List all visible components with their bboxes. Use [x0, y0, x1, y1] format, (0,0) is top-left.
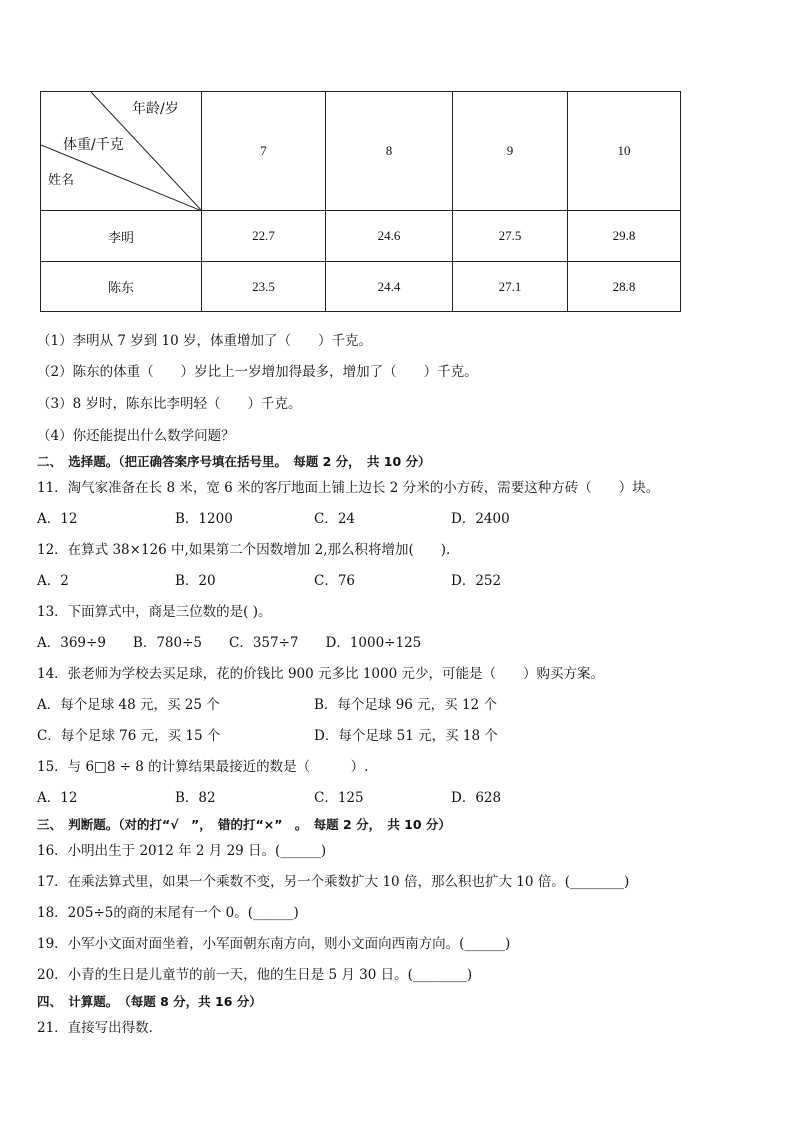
- table-cell: 27.5: [453, 211, 568, 262]
- age-axis-label: 年龄/岁: [132, 101, 179, 117]
- weight-axis-label: 体重/千克: [63, 137, 124, 153]
- table-cell: 27.1: [453, 262, 568, 312]
- age-header: 10: [568, 92, 681, 211]
- table-row: [41, 211, 681, 262]
- section-heading: 三、 判断题。（对的打“√ ”， 错的打“×” 。 每题 2 分， 共 10 分）: [37, 817, 451, 832]
- option-d: D．2400: [451, 511, 510, 527]
- judge-question: 16．小明出生于 2012 年 2 月 29 日。(______): [37, 843, 327, 859]
- option-a: A．每个足球 48 元，买 25 个: [37, 697, 220, 713]
- table-cell: 22.7: [202, 211, 326, 262]
- table-cell: 29.8: [568, 211, 681, 262]
- option-a: A．2: [37, 573, 69, 589]
- age-header: 8: [326, 92, 453, 211]
- option-d: D．628: [451, 790, 502, 806]
- question-stem: 21．直接写出得数．: [37, 1020, 163, 1036]
- table-cell: 24.4: [326, 262, 453, 312]
- option-b: B．82: [175, 790, 216, 806]
- question-stem: 13．下面算式中，商是三位数的是( )。: [37, 604, 272, 620]
- option-b: B．每个足球 96 元，买 12 个: [314, 697, 497, 713]
- row-name: 李明: [41, 211, 202, 262]
- table-row: [41, 262, 681, 312]
- option-d: D．252: [451, 573, 502, 589]
- option-b: B．20: [175, 573, 216, 589]
- age-header: 7: [202, 92, 326, 211]
- sub-question-2: （2）陈东的体重（ ）岁比上一岁增加得最多，增加了（ ）千克。: [37, 364, 478, 380]
- table-cell: 23.5: [202, 262, 326, 312]
- weight-table: [40, 91, 681, 312]
- row-name: 陈东: [41, 262, 202, 312]
- options-line: A．369÷9 B．780÷5 C．357÷7 D．1000÷125: [37, 635, 422, 651]
- question-stem: 12．在算式 38×126 中,如果第二个因数增加 2,那么积将增加( ).: [37, 542, 451, 558]
- sub-question-3: （3）8 岁时，陈东比李明轻（ ）千克。: [37, 396, 302, 412]
- question-stem: 15．与 6□8 ÷ 8 的计算结果最接近的数是（ ）.: [37, 759, 369, 775]
- option-b: B．1200: [175, 511, 233, 527]
- judge-question: 17．在乘法算式里，如果一个乘数不变，另一个乘数扩大 10 倍，那么积也扩大 10 倍。(________): [37, 874, 630, 890]
- option-a: A．12: [37, 790, 78, 806]
- judge-question: 18．205÷5的商的末尾有一个 0。(______): [37, 905, 299, 921]
- option-d: D．每个足球 51 元，买 18 个: [314, 728, 498, 744]
- name-axis-label: 姓名: [48, 173, 75, 188]
- table-cell: 24.6: [326, 211, 453, 262]
- option-c: C．24: [314, 511, 356, 527]
- question-stem: 14．张老师为学校去买足球，花的价钱比 900 元多比 1000 元少，可能是（ ）购买方案。: [37, 666, 604, 682]
- section-heading: 二、 选择题。（把正确答案序号填在括号里。 每题 2 分， 共 10 分）: [37, 454, 431, 469]
- table-cell: 28.8: [568, 262, 681, 312]
- option-a: A．12: [37, 511, 78, 527]
- question-stem: 11．淘气家准备在长 8 米，宽 6 米的客厅地面上铺上边长 2 分米的小方砖，需要这种方砖（ ）块。: [37, 480, 660, 496]
- table-header-row: [41, 92, 681, 211]
- option-c: C．125: [314, 790, 364, 806]
- judge-question: 19．小军小文面对面坐着，小军面朝东南方向，则小文面向西南方向。(______): [37, 936, 511, 952]
- judge-question: 20．小青的生日是儿童节的前一天，他的生日是 5 月 30 日。(________): [37, 967, 473, 983]
- age-header: 9: [453, 92, 568, 211]
- option-c: C．每个足球 76 元，买 15 个: [37, 728, 221, 744]
- section-heading: 四、 计算题。 （每题 8 分，共 16 分）: [37, 994, 262, 1009]
- option-c: C．76: [314, 573, 356, 589]
- sub-question-1: （1）李明从 7 岁到 10 岁，体重增加了（ ）千克。: [37, 333, 373, 349]
- sub-question-4: （4）你还能提出什么数学问题？: [37, 428, 235, 444]
- diagonal-header-cell: [41, 92, 202, 211]
